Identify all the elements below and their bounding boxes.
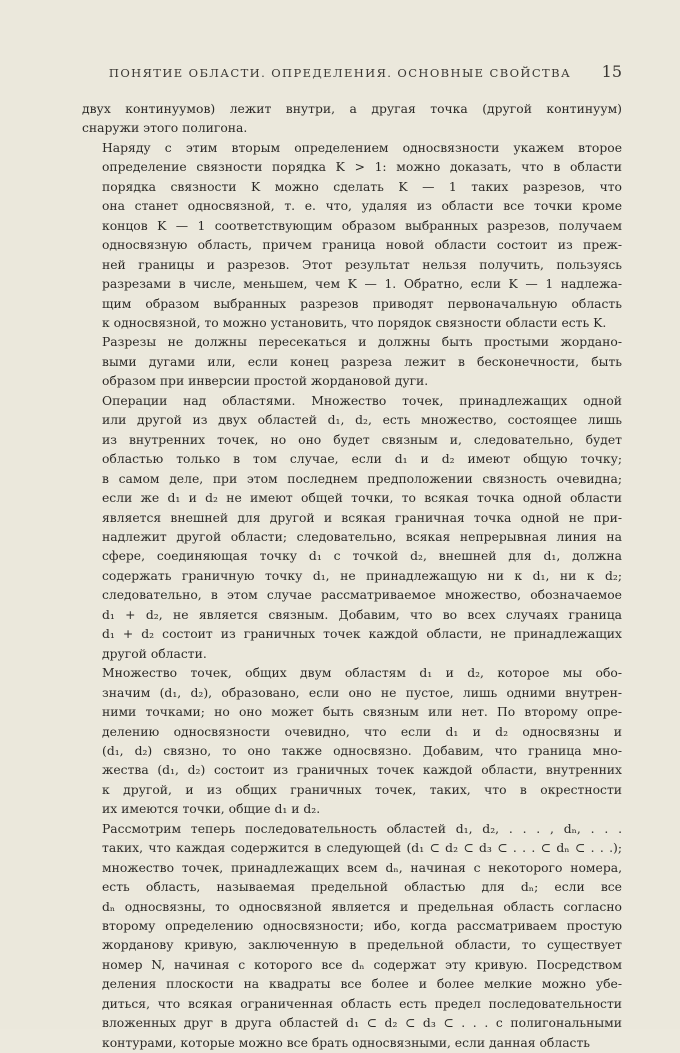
body-text bbox=[82, 100, 622, 1053]
text-line: Рассмотрим теперь последовательность областей d₁, d₂, . . . , dₙ, . . . bbox=[102, 821, 622, 836]
text-line: ней границы и разрезов. Этот результат нельзя получить, пользуясь bbox=[102, 257, 622, 272]
text-line: концов K — 1 соответствующим образом выбранных разрезов, получаем bbox=[102, 218, 622, 233]
text-line: в самом деле, при этом последнем предположении связность очевидна; bbox=[102, 471, 622, 486]
text-line: или другой из двух областей d₁, d₂, есть множество, состоящее лишь bbox=[102, 413, 622, 428]
text-line: она станет односвязной, т. е. что, удаляя из области все точки кроме bbox=[102, 199, 622, 214]
text-line: областью только в том случае, если d₁ и d₂ имеют общую точку; bbox=[102, 452, 622, 467]
text-line: значим (d₁, d₂), образовано, если оно не пустое, лишь одними внутрен- bbox=[102, 685, 622, 700]
text-line: жества (d₁, d₂) состоит из граничных точек каждой области, внутренних bbox=[102, 763, 622, 778]
text-line: деления плоскости на квадраты все более и более мелкие можно убе- bbox=[102, 977, 622, 992]
text-line: есть область, называемая предельной областью для dₙ; если все bbox=[102, 880, 622, 895]
paragraph bbox=[82, 392, 622, 664]
text-line: двух континуумов) лежит внутри, а другая точка (другой континуум) bbox=[82, 102, 622, 116]
text-line: множество точек, принадлежащих всем dₙ, начиная с некоторого номера, bbox=[102, 860, 622, 875]
text-line: выми дугами или, если конец разреза лежит в бесконечности, быть bbox=[102, 354, 622, 369]
text-line: Наряду с этим вторым определением односвязности укажем второе bbox=[102, 140, 622, 155]
text-line: к односвязной, то можно установить, что порядок связности области есть K. bbox=[102, 315, 607, 330]
text-line: другой области. bbox=[102, 646, 207, 661]
text-line: контурами, которые можно все брать односвязными, если данная область bbox=[102, 1035, 591, 1050]
text-line: диться, что всякая ограниченная область есть предел последовательности bbox=[102, 996, 622, 1011]
text-line: второму определению односвязности; ибо, когда рассматриваем простую bbox=[102, 919, 622, 934]
text-line: (d₁, d₂) связно, то оно также односвязно. Добавим, что граница мно- bbox=[102, 743, 622, 758]
text-line: Операции над областями. Множество точек, принадлежащих одной bbox=[102, 393, 622, 408]
text-line: делению односвязности очевидно, что если d₁ и d₂ односвязны и bbox=[102, 724, 622, 739]
page-number: 15 bbox=[601, 62, 622, 81]
paragraph bbox=[82, 100, 622, 139]
text-line: разрезами в числе, меньшем, чем K — 1. Обратно, если K — 1 надлежа- bbox=[102, 277, 622, 292]
text-line: односвязную область, причем граница новой области состоит из преж- bbox=[102, 238, 622, 253]
paragraph bbox=[82, 139, 622, 334]
text-line: образом при инверсии простой жордановой дуги. bbox=[102, 374, 429, 389]
paragraph bbox=[82, 333, 622, 391]
text-line: сфере, соединяющая точку d₁ с точкой d₂, внешней для d₁, должна bbox=[102, 549, 622, 564]
text-line: определение связности порядка K > 1: можно доказать, что в области bbox=[102, 160, 622, 175]
text-line: ними точками; но оно может быть связным или нет. По второму опре- bbox=[102, 705, 622, 720]
text-line: из внутренних точек, но оно будет связным и, следовательно, будет bbox=[102, 432, 622, 447]
running-head: ПОНЯТИЕ ОБЛАСТИ. ОПРЕДЕЛЕНИЯ. ОСНОВНЫЕ СВОЙСТВА bbox=[108, 66, 572, 80]
text-line: номер N, начиная с которого все dₙ содержат эту кривую. Посредством bbox=[102, 957, 622, 972]
paragraph bbox=[82, 820, 622, 1053]
text-line: dₙ односвязны, то односвязной является и предельная область согласно bbox=[102, 899, 622, 914]
text-line: содержать граничную точку d₁, не принадлежащую ни к d₁, ни к d₂; bbox=[102, 568, 622, 583]
text-line: щим образом выбранных разрезов приводят первоначальную область bbox=[102, 296, 622, 311]
paragraph bbox=[82, 664, 622, 820]
text-line: таких, что каждая содержится в следующей (d₁ ⊂ d₂ ⊂ d₃ ⊂ . . . ⊂ dₙ ⊂ . . .); bbox=[102, 841, 622, 856]
text-line: их имеются точки, общие d₁ и d₂. bbox=[102, 802, 321, 817]
text-line: надлежит другой области; следовательно, всякая непрерывная линия на bbox=[102, 529, 622, 544]
text-line: порядка связности K можно сделать K — 1 таких разрезов, что bbox=[102, 179, 622, 194]
text-line: d₁ + d₂, не является связным. Добавим, что во всех случаях граница bbox=[102, 607, 622, 622]
text-line: снаружи этого полигона. bbox=[82, 121, 248, 136]
text-line: если же d₁ и d₂ не имеют общей точки, то всякая точка одной области bbox=[102, 491, 622, 506]
text-line: следовательно, в этом случае рассматриваемое множество, обозначаемое bbox=[102, 588, 622, 603]
text-line: Разрезы не должны пересекаться и должны быть простыми жордано- bbox=[102, 335, 622, 350]
text-line: Множество точек, общих двум областям d₁ и d₂, которое мы обо- bbox=[102, 666, 622, 681]
text-line: к другой, и из общих граничных точек, таких, что в окрестности bbox=[102, 782, 622, 797]
text-line: d₁ + d₂ состоит из граничных точек каждой области, не принадлежащих bbox=[102, 627, 622, 642]
text-line: вложенных друг в друга областей d₁ ⊂ d₂ ⊂ d₃ ⊂ . . . с полигональными bbox=[102, 1016, 622, 1031]
text-line: жорданову кривую, заключенную в предельной области, то существует bbox=[102, 938, 622, 953]
text-line: является внешней для другой и всякая граничная точка одной не при- bbox=[102, 510, 622, 525]
